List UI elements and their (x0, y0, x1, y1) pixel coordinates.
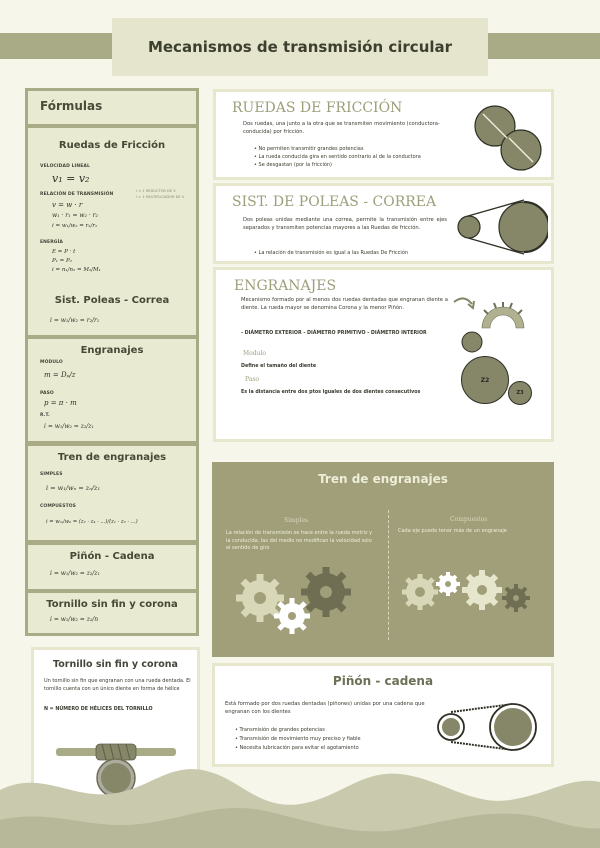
tornillo-note: N = NÚMERO DE HÉLICES DEL TORNILLO (44, 707, 153, 712)
tornillo-formula: i = w₁/w₂ = z₂/n (50, 616, 99, 623)
pinon-bullet-3: • Necesita lubricación para evitar el agotamiento (235, 745, 359, 751)
pinon-panel-heading: Piñón - cadena (332, 674, 434, 688)
vel-label: VELOCIDAD LINEAL (40, 164, 90, 169)
poleas-bullet-1: • La relación de transmisión es igual a las Ruedas De Fricción (254, 250, 409, 256)
gear-arc-icon (478, 300, 528, 330)
title-box (112, 18, 488, 76)
tornillo-panel-heading: Tornillo sin fin y corona (53, 659, 178, 670)
formulas-heading-box (28, 91, 196, 124)
circle-small-icon (460, 330, 484, 354)
compuestos-formula: i = wₘ/w₀ = (z₂ · z₄ · ...)/(z₁ · z₃ · ...) (46, 519, 138, 525)
paso-text: Es la distancia entre dos ptos iguales de dos dientes consecutivos (241, 390, 421, 395)
engranajes-panel (213, 267, 554, 442)
rel-label: RELACIÓN DE TRANSMISIÓN (40, 192, 114, 197)
poleas-panel-heading: SIST. DE POLEAS - CORREA (232, 194, 437, 210)
simples-title: Simples (284, 517, 309, 524)
paso-label: PASO (40, 391, 54, 396)
ruedas-bullet-2: • La rueda conducida gira en sentido contrario al de la conductora (254, 154, 421, 160)
simples-text: La relación de transmisión se hace entre la rueda motriz y la conducida, las del medio no modifican la velocidad solo el sentido de giro (226, 530, 373, 551)
tornillo-formulas-box (28, 593, 196, 633)
tren-panel (212, 462, 554, 657)
z2-label: Z2 (480, 376, 490, 384)
page-title: Mecanismos de transmisión circular (147, 38, 453, 56)
gear-z2 (461, 356, 509, 404)
rt-formula: i = w₁/w₂ = z₂/z₁ (44, 423, 94, 430)
ruedas-panel (213, 89, 554, 180)
paso-title: Paso (245, 376, 260, 383)
ruedas-bullet-1: • No permiten transmitir grandes potencias (254, 146, 364, 152)
formula-i: i = w₁/w₂ = r₂/r₁ (52, 223, 98, 229)
engranajes-formulas-box (28, 339, 196, 441)
bottom-wave-decoration (0, 750, 600, 848)
poleas-panel-text: Dos poleas unidas mediante una correa, permite la transmisión entre ejes separados y transmiten potencias mayores a las Ruedas de fricción. (243, 217, 447, 231)
formula-wr: w₁ · r₁ = w₂ · r₂ (52, 212, 98, 219)
column-divider (388, 510, 389, 640)
pinon-formulas-heading: Piñón - Cadena (69, 551, 155, 562)
pinon-panel-text: Está formado por dos ruedas dentadas (piñones) unidas por una cadena que engranan con los dientes (225, 701, 425, 715)
tornillo-panel-text: Un tornillo sin fin que engranan con una rueda dentada. El tornillo cuenta con un único diente en forma de hélice (44, 678, 191, 692)
tren-panel-heading: Tren de engranajes (318, 472, 448, 486)
engranajes-panel-text: Mecanismo formado por al menos dos ruedas dentadas que engranan diente a diente. La rueda mayor se denomina Corona y la menor Piñón. (241, 297, 448, 311)
modulo-formula: m = Dₚ/z (44, 371, 76, 379)
modulo-text: Define el tamaño del diente (241, 364, 317, 369)
paso-formula: p = π · m (44, 399, 77, 407)
vel-formula: v₁ = v₂ (52, 172, 90, 185)
tren-formulas-heading: Tren de engranajes (57, 452, 167, 463)
formulas-heading: Fórmulas (40, 99, 103, 113)
simples-formula: i = w₁/wₙ = zₙ/z₁ (46, 484, 101, 492)
formula-e: E = P · t (52, 249, 76, 255)
formula-p: P₁ = P₂ (52, 258, 72, 264)
gear-z3 (508, 381, 532, 405)
arrow-icon (452, 294, 476, 312)
tren-formulas-box (28, 446, 196, 540)
chain-sprocket-illustration (437, 700, 539, 754)
ruedas-panel-heading: RUEDAS DE FRICCIÓN (232, 100, 403, 116)
rt-label: R.T. (40, 413, 50, 418)
poleas-formulas-heading: Sist. Poleas - Correa (54, 295, 170, 306)
poleas-formula: i = w₁/w₂ = r₂/r₁ (50, 317, 100, 324)
simple-gear-train-illustration (230, 562, 360, 642)
header-band-left (0, 33, 112, 59)
energy-label: ENERGÍA (40, 240, 63, 245)
poleas-panel (213, 183, 554, 264)
poleas-formulas-box (28, 289, 196, 335)
diameters-list: - DIÁMETRO EXTERIOR - DIÁMETRO PRIMITIVO - DIÁMETRO INTERIOR (241, 331, 427, 336)
ruedas-formulas-heading: Ruedas de Fricción (58, 140, 166, 151)
rel-note-2: i > 1 MULTIPLICADOR DE V (136, 195, 185, 199)
z3-label: Z3 (516, 390, 524, 396)
compuestos-text: Cada eje puede tener más de un engranaje (398, 528, 507, 534)
pinon-bullet-2: • Transmisión de movimiento muy preciso y fiable (235, 736, 361, 742)
compuestos-title: Compuestos (450, 516, 488, 523)
pulley-belt-illustration (456, 196, 548, 258)
engranajes-panel-heading: ENGRANAJES (234, 278, 337, 294)
ruedas-panel-text: Dos ruedas, una junto a la otra que se transmiten movimiento (conductora- conducida) por fricción. (243, 121, 440, 135)
rel-note-1: i < 1 REDUCTOR DE V (136, 189, 176, 193)
tornillo-formulas-heading: Tornillo sin fin y corona (46, 599, 178, 610)
compound-gear-train-illustration (398, 562, 548, 622)
friction-wheels-illustration (473, 100, 545, 172)
header-band-right (488, 33, 600, 59)
pinon-formulas-box (28, 545, 196, 589)
pinon-formula: i = w₁/w₂ = z₂/z₁ (50, 570, 100, 577)
engranajes-formulas-heading: Engranajes (80, 345, 144, 356)
modulo-title: Modulo (243, 350, 266, 357)
modulo-label: MÓDULO (40, 360, 63, 365)
simples-formula-label: SIMPLES (40, 472, 63, 477)
pinon-bullet-1: • Transmisión de grandes potencias (235, 727, 325, 733)
compuestos-formula-label: COMPUESTOS (40, 504, 77, 509)
formula-v: v = w · r (52, 201, 83, 209)
formula-n: i = n₁/n₂ = M₂/M₁ (52, 267, 101, 273)
ruedas-bullet-3: • Se desgastan (por la fricción) (254, 162, 333, 168)
